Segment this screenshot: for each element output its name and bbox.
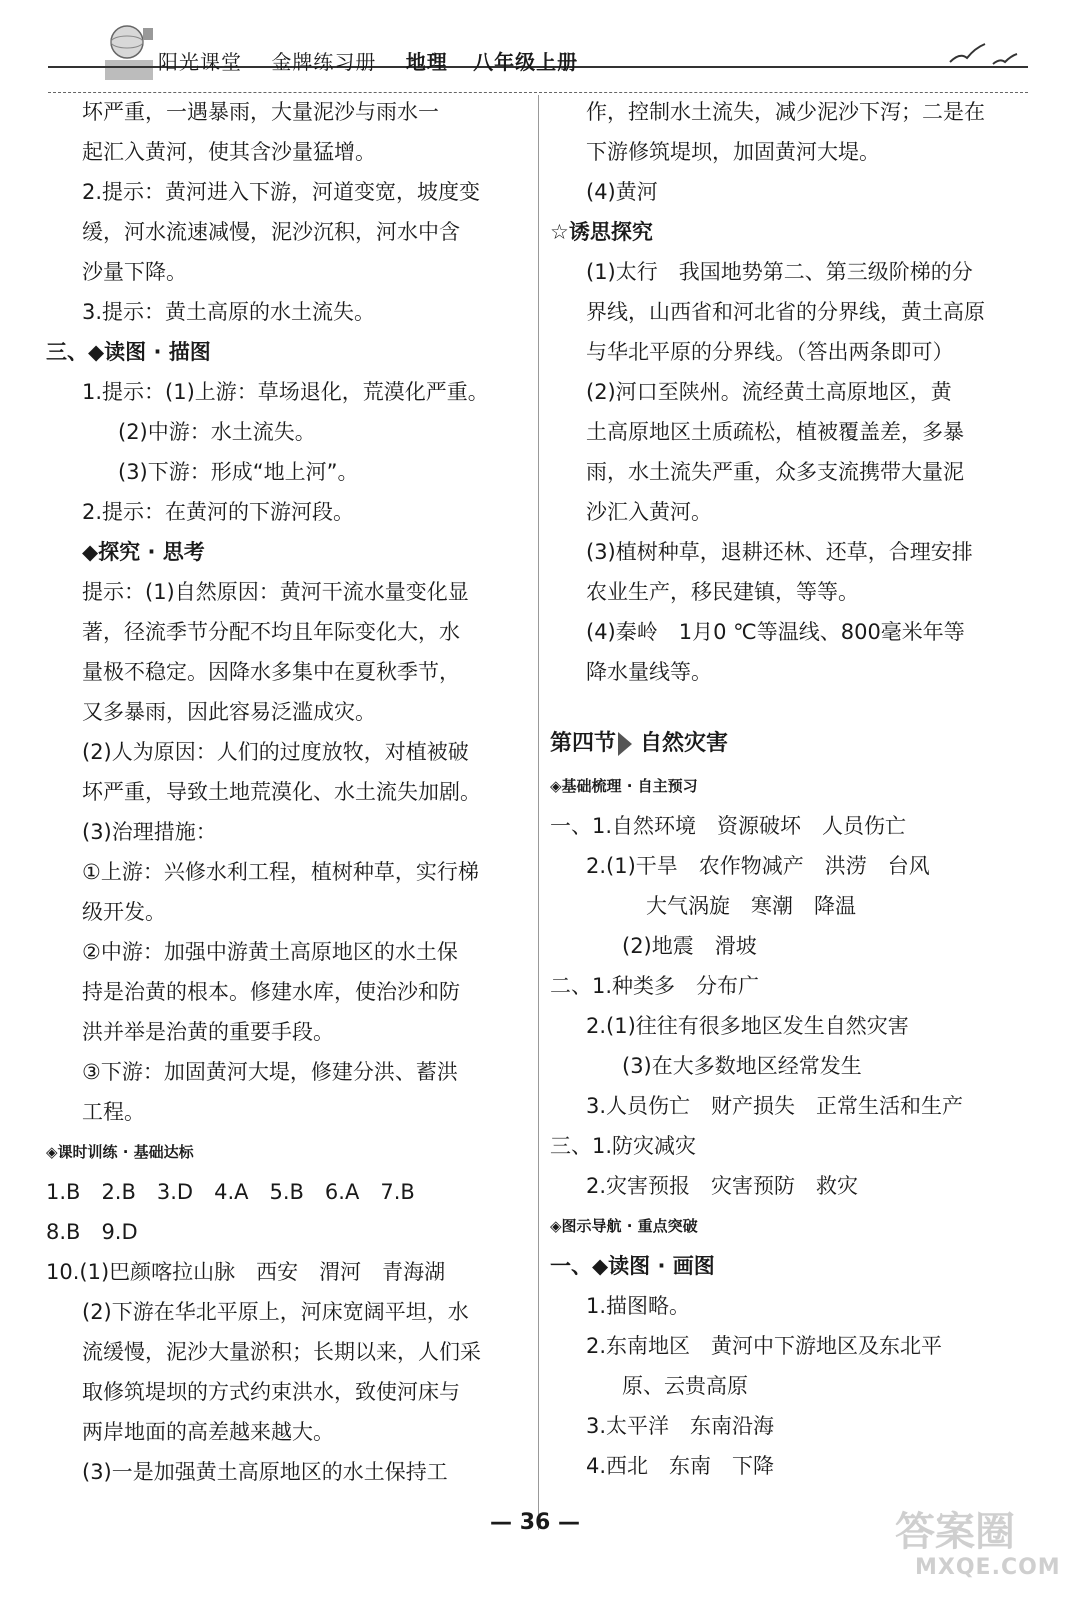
text-line: 2.提示：黄河进入下游，河道变宽，坡度变 <box>82 180 481 204</box>
section-heading: 三、◆读图 · 描图 <box>46 340 211 364</box>
text-line: (3)治理措施： <box>82 820 217 844</box>
section-heading: 一、◆读图 · 画图 <box>550 1254 715 1278</box>
watermark-logo: 答案圈 <box>895 1509 1015 1555</box>
text-line: 持是治黄的根本。修建水库，使治沙和防 <box>82 980 460 1004</box>
section-banner: ◈基础梳理 · 自主预习 <box>550 777 698 795</box>
answer-line: 8.B 9.D <box>46 1220 138 1244</box>
text-line: (4)秦岭 1月0 ℃等温线、800毫米年等 <box>586 620 965 644</box>
text-line: 大气涡旋 寒潮 降温 <box>646 894 856 918</box>
text-line: 取修筑堤坝的方式约束洪水，致使河床与 <box>82 1380 460 1404</box>
text-line: 著，径流季节分配不均且年际变化大，水 <box>82 620 460 644</box>
text-line: 洪并举是治黄的重要手段。 <box>82 1020 334 1044</box>
section-number: 第四节 <box>550 731 617 756</box>
text-line: (2)中游：水土流失。 <box>118 420 316 444</box>
section-banner: ◈课时训练 · 基础达标 <box>46 1143 194 1161</box>
column-divider <box>538 95 539 1530</box>
text-line: 下游修筑堤坝，加固黄河大堤。 <box>586 140 880 164</box>
text-line: 农业生产，移民建镇，等等。 <box>586 580 859 604</box>
watermark-url: MXQE.COM <box>915 1555 1061 1580</box>
text-line: 二、1.种类多 分布广 <box>550 974 760 998</box>
right-column <box>550 92 1030 1486</box>
text-line: 原、云贵高原 <box>622 1374 748 1398</box>
text-line: 两岸地面的高差越来越大。 <box>82 1420 334 1444</box>
text-line: 2.提示：在黄河的下游河段。 <box>82 500 355 524</box>
text-line: (4)黄河 <box>586 180 658 204</box>
text-line: 1.描图略。 <box>586 1294 691 1318</box>
text-line: (2)河口至陕州。流经黄土高原地区，黄 <box>586 380 952 404</box>
text-line: 与华北平原的分界线。（答出两条即可） <box>586 340 954 364</box>
text-line: ②中游：加强中游黄土高原地区的水土保 <box>82 940 458 964</box>
text-line: 三、1.防灾减灾 <box>550 1134 697 1158</box>
text-line: ①上游：兴修水利工程，植树种草，实行梯 <box>82 860 479 884</box>
text-line: (2)人为原因：人们的过度放牧，对植被破 <box>82 740 469 764</box>
text-line: 坏严重，导致土地荒漠化、水土流失加剧。 <box>82 780 481 804</box>
text-line: 1.提示：(1)上游：草场退化，荒漠化严重。 <box>82 380 489 404</box>
grade-name: 八年级上册 <box>473 50 579 74</box>
header-title <box>158 46 596 75</box>
text-line: 3.太平洋 东南沿海 <box>586 1414 775 1438</box>
text-line: (3)下游：形成“地上河”。 <box>118 460 359 484</box>
answer-line: 1.B 2.B 3.D 4.A 5.B 6.A 7.B <box>46 1180 415 1204</box>
text-line: 缓，河水流速减慢，泥沙沉积，河水中含 <box>82 220 460 244</box>
text-line: 2.灾害预报 灾害预防 救灾 <box>586 1174 859 1198</box>
birds-icon <box>945 34 1025 74</box>
subject-name: 地理 <box>405 50 448 74</box>
text-line: 10.(1)巴颜喀拉山脉 西安 渭河 青海湖 <box>46 1260 446 1284</box>
series-name: 金牌练习册 <box>271 50 377 74</box>
section-title <box>550 722 1030 766</box>
text-line: 又多暴雨，因此容易泛滥成灾。 <box>82 700 376 724</box>
text-line: 作，控制水土流失，减少泥沙下泻；二是在 <box>586 100 985 124</box>
text-line: (2)下游在华北平原上，河床宽阔平坦，水 <box>82 1300 469 1324</box>
left-column <box>46 92 526 1492</box>
text-line: 2.(1)干旱 农作物减产 洪涝 台风 <box>586 854 930 878</box>
chevron-right-icon <box>618 732 632 756</box>
text-line: 3.提示：黄土高原的水土流失。 <box>82 300 376 324</box>
section-heading: ☆诱思探究 <box>550 220 653 244</box>
text-line: ③下游：加固黄河大堤，修建分洪、蓄洪 <box>82 1060 458 1084</box>
text-line: 界线，山西省和河北省的分界线，黄土高原 <box>586 300 985 324</box>
text-line: 坏严重，一遇暴雨，大量泥沙与雨水一 <box>82 100 439 124</box>
watermark <box>895 1500 1061 1590</box>
section-name: 自然灾害 <box>640 731 729 756</box>
text-line: 沙汇入黄河。 <box>586 500 712 524</box>
text-line: 降水量线等。 <box>586 660 712 684</box>
section-banner: ◈图示导航 · 重点突破 <box>550 1217 698 1235</box>
text-line: (3)在大多数地区经常发生 <box>622 1054 862 1078</box>
text-line: 一、1.自然环境 资源破坏 人员伤亡 <box>550 814 907 838</box>
text-line: 2.(1)往往有很多地区发生自然灾害 <box>586 1014 909 1038</box>
text-line: 级开发。 <box>82 900 166 924</box>
text-line: (3)一是加强黄土高原地区的水土保持工 <box>82 1460 448 1484</box>
page-header <box>40 20 1030 90</box>
text-line: (1)太行 我国地势第二、第三级阶梯的分 <box>586 260 973 284</box>
section-heading: ◆探究 · 思考 <box>82 540 205 564</box>
text-line: 提示：(1)自然原因：黄河干流水量变化显 <box>82 580 469 604</box>
text-line: 流缓慢，泥沙大量淤积；长期以来，人们采 <box>82 1340 481 1364</box>
text-line: 工程。 <box>82 1100 145 1124</box>
text-line: 起汇入黄河，使其含沙量猛增。 <box>82 140 376 164</box>
text-line: (3)植树种草，退耕还林、还草，合理安排 <box>586 540 973 564</box>
text-line: 4.西北 东南 下降 <box>586 1454 775 1478</box>
text-line: 3.人员伤亡 财产损失 正常生活和生产 <box>586 1094 964 1118</box>
text-line: 量极不稳定。因降水多集中在夏秋季节， <box>82 660 460 684</box>
text-line: 土高原地区土质疏松，植被覆盖差，多暴 <box>586 420 964 444</box>
page-number: — 36 — <box>490 1510 580 1535</box>
text-line: (2)地震 滑坡 <box>622 934 757 958</box>
book-name: 阳光课堂 <box>158 50 242 74</box>
text-line: 沙量下降。 <box>82 260 187 284</box>
text-line: 2.东南地区 黄河中下游地区及东北平 <box>586 1334 943 1358</box>
text-line: 雨，水土流失严重，众多支流携带大量泥 <box>586 460 964 484</box>
